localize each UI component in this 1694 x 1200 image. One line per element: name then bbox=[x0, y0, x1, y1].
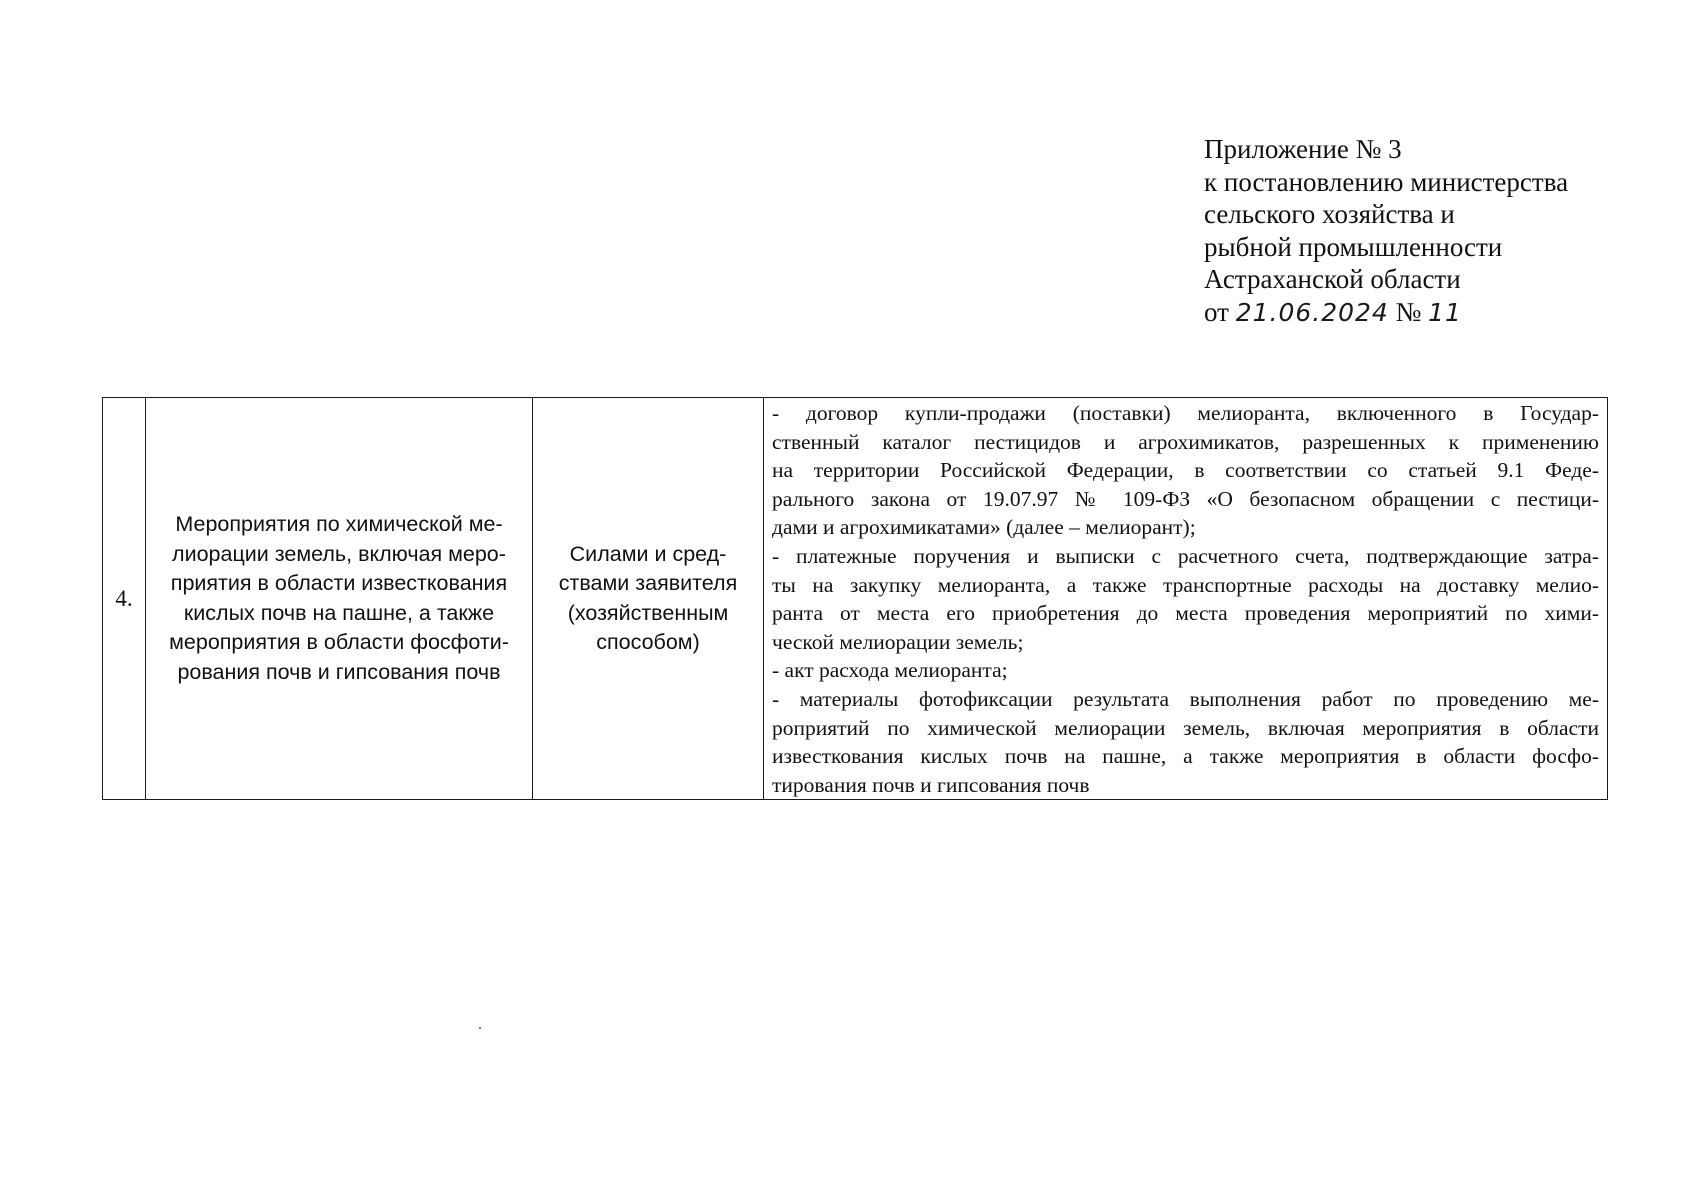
document-line: - материалы фотофиксации результата выполнения работ по проведению ме- bbox=[772, 686, 1599, 711]
table-row bbox=[103, 398, 1608, 800]
measure-name-line: рования почв и гипсования почв bbox=[177, 659, 501, 684]
method-line: (хозяйственным bbox=[567, 600, 729, 625]
document-line: тирования почв и гипсования почв bbox=[772, 772, 1090, 797]
measure-name-cell bbox=[146, 398, 533, 800]
document-line: ты на закупку мелиоранта, а также транспортные расходы на доставку мелио- bbox=[772, 572, 1599, 597]
document-line: дами и агрохимикатами» (далее – мелиорант); bbox=[772, 515, 1196, 540]
appendix-subtitle-line-4: Астраханской области bbox=[1204, 264, 1461, 294]
document-line: - договор купли-продажи (поставки) мелиоранта, включенного в Государ- bbox=[772, 401, 1599, 425]
measure-name-line: Мероприятия по химической ме- bbox=[175, 512, 503, 537]
measure-name-line: кислых почв на пашне, а также bbox=[183, 600, 495, 625]
handwritten-number: 11 bbox=[1428, 297, 1462, 327]
document-line: ранта от места его приобретения до места проведения мероприятий по хими- bbox=[772, 601, 1599, 626]
date-prefix: от bbox=[1204, 296, 1229, 327]
appendix-header bbox=[1204, 133, 1664, 329]
method-line: способом) bbox=[596, 630, 700, 655]
measures-table bbox=[102, 397, 1608, 800]
document-line: - платежные поручения и выписки с расчетного счета, подтверждающие затра- bbox=[772, 543, 1599, 568]
document-line: на территории Российской Федерации, в соответствии со статьей 9.1 Феде- bbox=[772, 458, 1599, 483]
appendix-date-line bbox=[1204, 296, 1664, 330]
scan-speck bbox=[479, 1027, 481, 1029]
documents-list bbox=[764, 398, 1607, 799]
document-line: роприятий по химической мелиорации земель, включая мероприятия в области bbox=[772, 715, 1599, 740]
measure-name bbox=[146, 510, 532, 687]
measure-name-line: лиорации земель, включая меро- bbox=[172, 541, 506, 566]
document-line: рального закона от 19.07.97 № 109-ФЗ «О безопасном обращении с пестици- bbox=[772, 486, 1599, 511]
document-line: - акт расхода мелиоранта; bbox=[772, 658, 1008, 683]
appendix-subtitle-line-2: сельского хозяйства и bbox=[1204, 199, 1455, 229]
measure-name-line: мероприятия в области фосфоти- bbox=[169, 630, 509, 655]
document-line: ственный каталог пестицидов и агрохимикатов, разрешенных к применению bbox=[772, 429, 1599, 454]
handwritten-date: 21.06.2024 bbox=[1235, 297, 1389, 327]
measure-name-line: приятия в области известкования bbox=[170, 571, 508, 596]
appendix-subtitle-line-3: рыбной промышленности bbox=[1204, 231, 1503, 262]
method-line: Силами и сред- bbox=[569, 541, 727, 566]
document-line: известкования кислых почв на пашне, а также мероприятия в области фосфо- bbox=[772, 744, 1599, 769]
appendix-subtitle-line-1: к постановлению министерства bbox=[1204, 166, 1569, 197]
row-number-cell bbox=[103, 398, 146, 800]
document-line: ческой мелиорации земель; bbox=[772, 629, 1024, 654]
row-number: 4. bbox=[115, 585, 133, 611]
appendix-title: Приложение № 3 bbox=[1204, 134, 1402, 164]
method-cell bbox=[533, 398, 764, 800]
number-prefix: № bbox=[1395, 296, 1422, 327]
documents-cell bbox=[764, 398, 1608, 800]
method-line: ствами заявителя bbox=[558, 571, 738, 596]
